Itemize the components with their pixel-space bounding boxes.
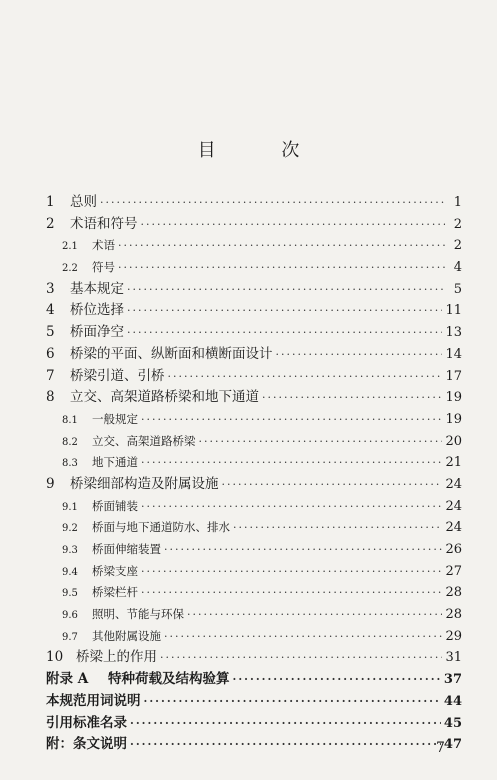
- dot-leader: [127, 322, 442, 344]
- toc-entry-number: 1: [46, 194, 55, 210]
- toc-entry-page: 27: [445, 563, 462, 579]
- dot-leader: [144, 691, 441, 713]
- toc-entry-number: 10: [46, 649, 64, 666]
- dot-leader: [233, 517, 442, 539]
- dot-leader: [187, 604, 442, 626]
- toc-entry-page: 14: [445, 346, 462, 362]
- toc-entry-number: 6: [46, 345, 55, 362]
- toc-entry: [46, 647, 462, 669]
- toc-entry: [46, 517, 462, 539]
- toc-entry-label: 立交、高架道路桥梁和地下通道: [70, 389, 259, 406]
- dot-leader: [233, 669, 441, 691]
- toc-entry-label: 特种荷载及结构验算: [108, 671, 230, 688]
- toc-entry-label: 总则: [70, 194, 97, 210]
- toc-entry-label: 引用标准名录: [46, 714, 127, 731]
- toc-entry: [46, 626, 462, 648]
- toc-entry-label: 其他附属设施: [92, 628, 161, 643]
- toc-entry-number: 9.5: [62, 588, 78, 600]
- toc-entry-page: 24: [445, 476, 462, 492]
- toc-entry-number: 2.1: [62, 241, 78, 253]
- toc-entry-page: 20: [445, 433, 462, 449]
- dot-leader: [127, 300, 442, 322]
- table-of-contents: [46, 192, 462, 756]
- toc-entry-label: 桥面与地下通道防水、排水: [92, 520, 230, 535]
- toc-entry: [46, 604, 462, 626]
- toc-entry-label: 桥梁栏杆: [92, 585, 138, 600]
- toc-entry-page: 5: [453, 281, 462, 297]
- toc-entry-number: 2.2: [62, 263, 78, 275]
- toc-entry-number: 3: [46, 280, 55, 297]
- toc-entry-number: 8.1: [62, 414, 78, 426]
- toc-entry-label: 本规范用词说明: [46, 692, 141, 709]
- toc-entry: [46, 235, 462, 257]
- toc-entry: [46, 713, 462, 735]
- toc-entry-label: 桥面净空: [70, 324, 124, 341]
- toc-entry-label: 符号: [92, 260, 115, 275]
- toc-entry: [46, 322, 462, 344]
- toc-entry: [46, 474, 462, 496]
- toc-entry: [46, 496, 462, 518]
- dot-leader: [141, 409, 442, 431]
- page-number: 7: [436, 740, 445, 756]
- toc-entry: [46, 387, 462, 409]
- toc-entry-label: 立交、高架道路桥梁: [92, 433, 196, 448]
- toc-entry-label: 一般规定: [92, 411, 138, 426]
- toc-entry-number: 附录 A: [46, 671, 89, 688]
- toc-entry-page: 37: [443, 672, 462, 688]
- toc-entry-page: 24: [445, 498, 462, 514]
- toc-entry-label: 桥梁上的作用: [76, 649, 157, 666]
- toc-entry-number: 2: [46, 215, 55, 232]
- toc-entry-number: 4: [46, 302, 55, 319]
- dot-leader: [141, 496, 442, 518]
- toc-entry-label: 桥面铺装: [92, 498, 138, 513]
- toc-entry: [46, 366, 462, 388]
- dot-leader: [164, 626, 442, 648]
- dot-leader: [141, 561, 442, 583]
- page-title: 目 次: [197, 140, 330, 161]
- toc-entry-number: 5: [46, 324, 55, 341]
- dot-leader: [222, 474, 443, 496]
- toc-entry-page: 28: [445, 585, 462, 601]
- toc-entry-label: 附：条文说明: [46, 736, 127, 753]
- dot-leader: [118, 257, 445, 279]
- dot-leader: [199, 431, 443, 453]
- toc-entry: [46, 734, 462, 756]
- toc-entry-number: 9.3: [62, 545, 78, 556]
- toc-entry: [46, 279, 462, 301]
- dot-leader: [164, 539, 442, 561]
- toc-entry-label: 桥梁支座: [92, 563, 138, 578]
- toc-entry-page: 47: [443, 737, 462, 753]
- toc-entry: [46, 409, 462, 431]
- toc-entry-page: 26: [445, 542, 462, 557]
- toc-entry: [46, 214, 462, 236]
- toc-entry-label: 照明、节能与环保: [92, 607, 184, 622]
- toc-entry-page: 13: [445, 325, 462, 341]
- toc-entry-label: 术语: [92, 238, 115, 253]
- toc-entry-label: 基本规定: [70, 280, 124, 297]
- toc-entry: [46, 344, 462, 366]
- toc-entry-number: 7: [46, 367, 55, 384]
- toc-entry-page: 21: [445, 455, 462, 471]
- dot-leader: [168, 366, 443, 388]
- dot-leader: [127, 279, 445, 301]
- toc-entry-label: 桥位选择: [70, 302, 124, 319]
- toc-entry-label: 地下通道: [92, 455, 138, 470]
- toc-entry-page: 19: [445, 411, 462, 427]
- toc-entry-number: 8: [46, 389, 55, 406]
- toc-entry: [46, 582, 462, 604]
- dot-leader: [118, 235, 445, 257]
- dot-leader: [276, 344, 443, 366]
- toc-entry-page: 2: [453, 216, 462, 232]
- toc-entry: [46, 192, 462, 214]
- toc-entry-page: 29: [445, 628, 462, 644]
- toc-entry-page: 1: [453, 195, 462, 210]
- toc-entry-number: 8.2: [62, 436, 78, 448]
- toc-entry-label: 术语和符号: [70, 215, 138, 232]
- dot-leader: [262, 387, 442, 409]
- toc-entry: [46, 669, 462, 691]
- toc-entry: [46, 452, 462, 474]
- toc-entry-number: 8.3: [62, 458, 78, 470]
- toc-entry-label: 桥面伸缩装置: [92, 542, 161, 556]
- dot-leader: [130, 713, 441, 735]
- toc-entry-page: 45: [443, 715, 462, 731]
- toc-entry-number: 9.1: [62, 501, 78, 513]
- dot-leader: [141, 214, 446, 236]
- toc-entry-page: 31: [445, 650, 462, 666]
- dot-leader: [141, 452, 442, 474]
- toc-entry: [46, 431, 462, 453]
- toc-entry-page: 4: [453, 260, 462, 276]
- dot-leader: [160, 647, 442, 669]
- toc-entry-page: 19: [445, 390, 462, 406]
- dot-leader: [100, 192, 445, 214]
- toc-entry-label: 桥梁的平面、纵断面和横断面设计: [70, 345, 273, 362]
- toc-entry-number: 9.4: [62, 566, 78, 578]
- toc-entry-label: 桥梁引道、引桥: [70, 367, 165, 384]
- toc-entry-page: 17: [445, 368, 462, 384]
- dot-leader: [130, 734, 441, 756]
- toc-entry: [46, 257, 462, 279]
- toc-entry-page: 24: [445, 520, 462, 536]
- toc-entry: [46, 300, 462, 322]
- toc-entry-label: 桥梁细部构造及附属设施: [70, 475, 219, 492]
- toc-entry-page: 44: [443, 693, 462, 709]
- toc-entry: [46, 691, 462, 713]
- toc-entry-page: 11: [445, 303, 462, 319]
- toc-entry-page: 2: [453, 238, 462, 254]
- toc-entry: [46, 539, 462, 561]
- toc-entry-page: 28: [445, 607, 462, 623]
- toc-entry-number: 9: [46, 475, 55, 492]
- toc-entry-number: 9.2: [62, 523, 78, 535]
- toc-entry: [46, 561, 462, 583]
- dot-leader: [141, 582, 442, 604]
- toc-entry-number: 9.6: [62, 610, 78, 622]
- toc-entry-number: 9.7: [62, 631, 78, 643]
